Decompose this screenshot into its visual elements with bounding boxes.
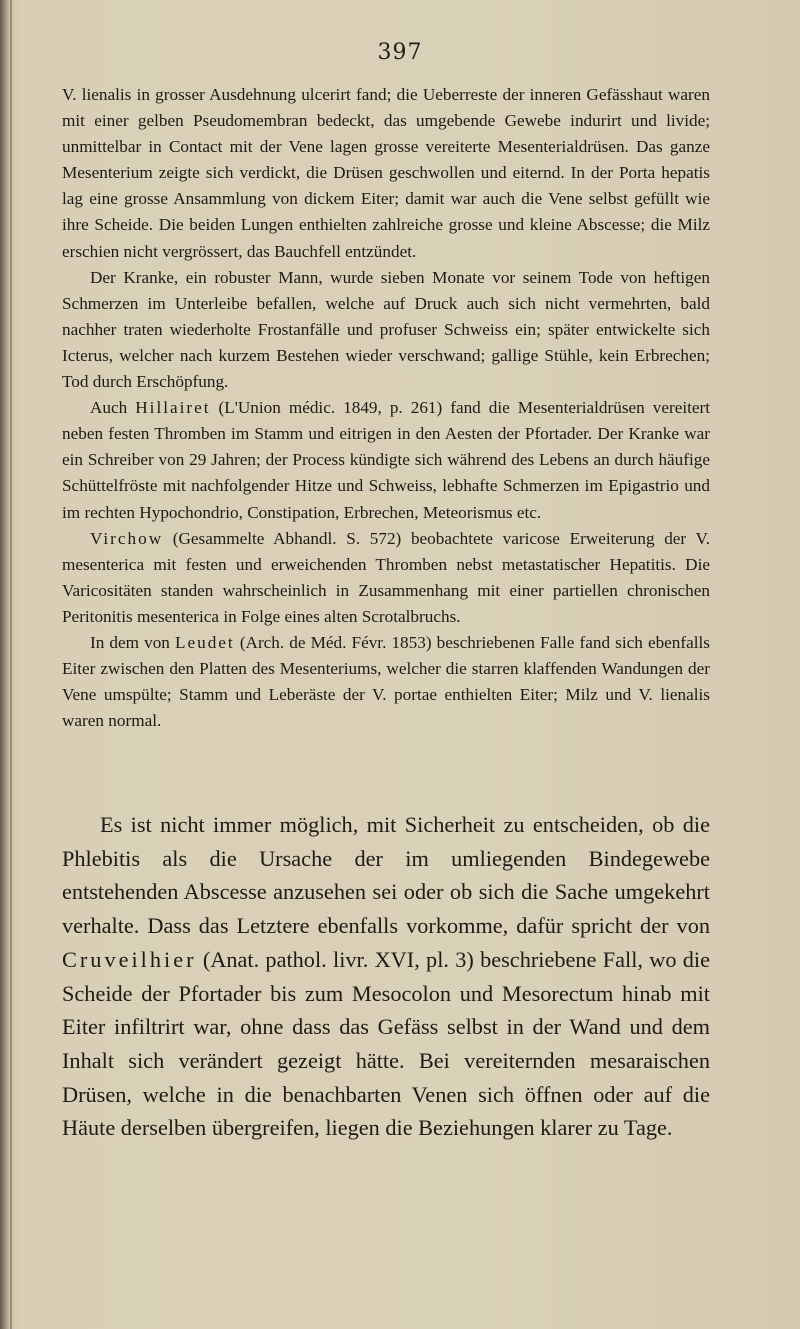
text-run: (Anat. pathol. livr. XVI, pl. 3) beschriebene Fall, wo die Scheide der Pfortader bis zum Mesocolon und Mesorectum hinab mit Eiter infiltrirt war, ohne dass das Gefäss selbst in der Wand und dem Inhalt sich verändert gezeigt hätte. Bei vereiternden mesaraischen Drüsen, welche in die benachbarten Venen sich öffnen oder auf die Häute derselben übergreifen, liegen die Beziehungen klarer zu Tage. (62, 946, 710, 1141)
paragraph-hillairet (62, 395, 710, 525)
binding-edge (10, 0, 12, 1329)
text-run: V. lienalis in grosser Ausdehnung ulcerirt fand; die Ueberreste der inneren Gefässhaut waren mit einer gelben Pseudomembran bedeckt, das umgebende Gewebe indurirt und livide; unmittelbar in Contact mit der Vene lagen grosse vereiterte Mesenterialdrüsen. Das ganze Mesenterium zeigte sich verdickt, die Drüsen geschwollen und eiternd. In der Porta hepatis lag eine grosse Ansammlung von dickem Eiter; damit war auch die Vene selbst gefüllt wie ihre Scheide. Die beiden Lungen enthielten zahlreiche grosse und kleine Abscesse; die Milz erschien nicht vergrössert, das Bauchfell entzündet. (62, 85, 710, 261)
author-name-cruveilhier: Cruveilhier (62, 946, 197, 972)
paragraph-discussion (62, 808, 710, 1145)
author-name-hillairet: Hillairet (135, 398, 211, 418)
text-run: Auch (90, 398, 136, 418)
author-name-virchow: Virchow (90, 528, 164, 548)
paragraph-clinical-history (62, 265, 710, 395)
paragraph-virchow (62, 526, 710, 630)
text-run: (Arch. de Méd. Févr. 1853) beschriebenen Falle fand sich ebenfalls Eiter zwischen den Platten des Mesenteriums, welcher die starren klaffenden Wandungen der Vene umspülte; Stamm und Leberäste der V. portae enthielten Eiter; Milz und V. lienalis waren normal. (62, 632, 710, 731)
author-name-leudet: Leudet (174, 632, 235, 652)
text-run: (L'Union médic. 1849, p. 261) fand die Mesenterialdrüsen vereitert neben festen Thromben im Stamm und eitrigen in den Aesten der Pfortader. Der Kranke war ein Schreiber von 29 Jahren; der Process kündigte sich während des Lebens an durch häufige Schüttelfröste mit nachfolgender Hitze und Schweiss, lebhafte Schmerzen im Epigastrio und im rechten Hypochondrio, Constipation, Erbrechen, Meteorismus etc. (62, 398, 711, 522)
paragraph-leudet (62, 630, 710, 734)
page-number: 397 (377, 40, 423, 65)
text-run: (Gesammelte Abhandl. S. 572) beobachtete varicose Erweiterung der V. mesenterica mit festen und erweichenden Thromben nebst metastatischer Hepatitis. Die Varicositäten standen wahrscheinlich in Zusammenhang mit einer partiellen chronischen Peritonitis mesenterica in Folge eines alten Scrotalbruchs. (62, 528, 710, 626)
text-run: Der Kranke, ein robuster Mann, wurde sieben Monate vor seinem Tode von heftigen Schmerzen im Unterleibe befallen, welche auf Druck auch sich nicht vermehrten, bald nachher traten wiederholte Frostanfälle und profuser Schweiss ein; später entwickelte sich Icterus, welcher nach kurzem Bestehen wieder verschwand; gallige Stühle, kein Erbrechen; Tod durch Erschöpfung. (62, 267, 710, 392)
small-print-section (62, 82, 710, 734)
text-run: In dem von (90, 632, 175, 652)
main-print-section (62, 808, 710, 1145)
text-run: Es ist nicht immer möglich, mit Sicherheit zu entscheiden, ob die Phlebitis als die Ursache der im umliegenden Bindegewebe entstehenden Abscesse anzusehen sei oder ob sich die Sache umgekehrt verhalte. Dass das Letztere ebenfalls vorkomme, dafür spricht der von (62, 812, 710, 939)
paragraph-case-description (62, 82, 710, 265)
